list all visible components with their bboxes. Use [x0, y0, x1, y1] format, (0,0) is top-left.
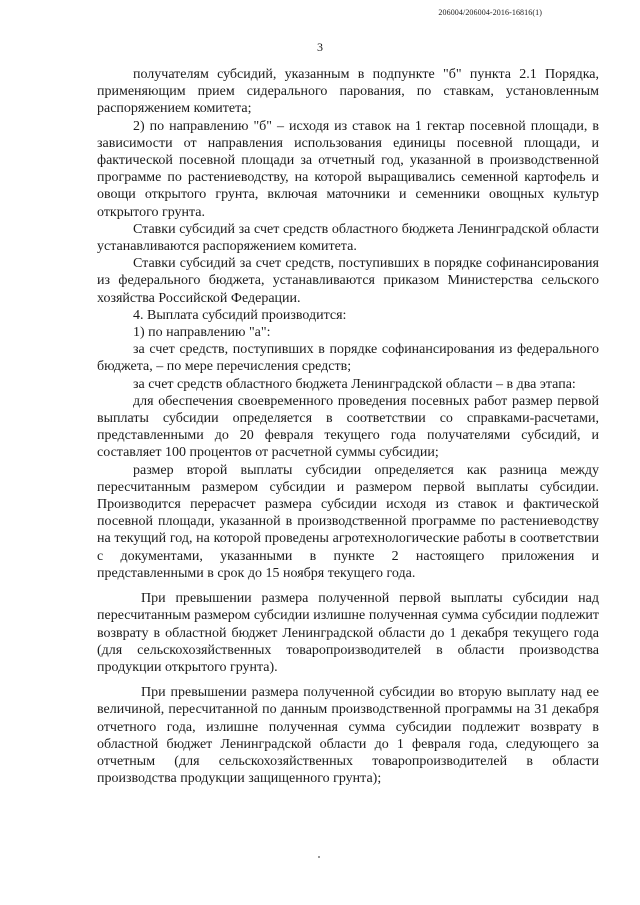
- paragraph: При превышении размера полученной субсидии во вторую выплату над ее величиной, пересчитанной по данным производственной программы на 31 декабря отчетного года, излишне полученная сумма субсидии подлежит возврату в областной бюджет Ленинградской области до 1 февраля года, следующего за отчетным (для сельскохозяйственных товаропроизводителей в области производства продукции защищенного грунта);: [97, 685, 599, 787]
- scan-speck: [318, 856, 320, 858]
- paragraph: 4. Выплата субсидий производится:: [133, 307, 347, 323]
- paragraph: за счет средств областного бюджета Ленинградской области – в два этапа:: [133, 376, 576, 392]
- paragraph: за счет средств, поступивших в порядке софинансирования из федерального бюджета, – по мере перечисления средств;: [97, 342, 599, 375]
- page-number: 3: [317, 40, 323, 54]
- paragraph: получателям субсидий, указанным в подпункте "б" пункта 2.1 Порядка, применяющим прием сидерального парования, по ставкам, установленным распоряжением комитета;: [97, 67, 599, 117]
- paragraph: Ставки субсидий за счет средств областного бюджета Ленинградской области устанавливаются распоряжением комитета.: [97, 221, 599, 255]
- document-body: [97, 66, 599, 787]
- paragraph: размер второй выплаты субсидии определяется как разница между пересчитанным размером субсидии и размером первой выплаты субсидии. Производится перерасчет размера субсидии исходя из ставок и фактической посевной площади, указанной в производственной программе по растениеводству на текущий год, на которой проведены агротехнологические работы в соответствии с документами, указанными в пункте 2 настоящего приложения и представленными в срок до 15 ноября текущего года.: [97, 462, 599, 581]
- paragraph: Ставки субсидий за счет средств, поступивших в порядке софинансирования из федерального бюджета, устанавливаются приказом Министерства сельского хозяйства Российской Федерации.: [97, 256, 599, 306]
- document-id: 206004/206004-2016-16816(1): [438, 8, 542, 17]
- paragraph: При превышении размера полученной первой выплаты субсидии над пересчитанным размером субсидии излишне полученная сумма субсидии подлежит возврату в областной бюджет Ленинградской области до 1 декабря текущего года (для сельскохозяйственных товаропроизводителей в области производства продукции открытого грунта).: [97, 591, 599, 675]
- paragraph: для обеспечения своевременного проведения посевных работ размер первой выплаты субсидии определяется в соответствии со справками-расчетами, представленными до 20 февраля текущего года получателями субсидий, и составляет 100 процентов от расчетной суммы субсидии;: [97, 393, 599, 461]
- paragraph: 1) по направлению "а":: [133, 325, 271, 341]
- paragraph: 2) по направлению "б" – исходя из ставок на 1 гектар посевной площади, в зависимости от направления использования единицы посевной площади, и фактической посевной площади за отчетный год, указанной в производственной программе по растениеводству, на которой выращивались семенной картофель и овощи открытого грунта, включая маточники и семенники овощных культур открытого грунта.: [97, 118, 599, 220]
